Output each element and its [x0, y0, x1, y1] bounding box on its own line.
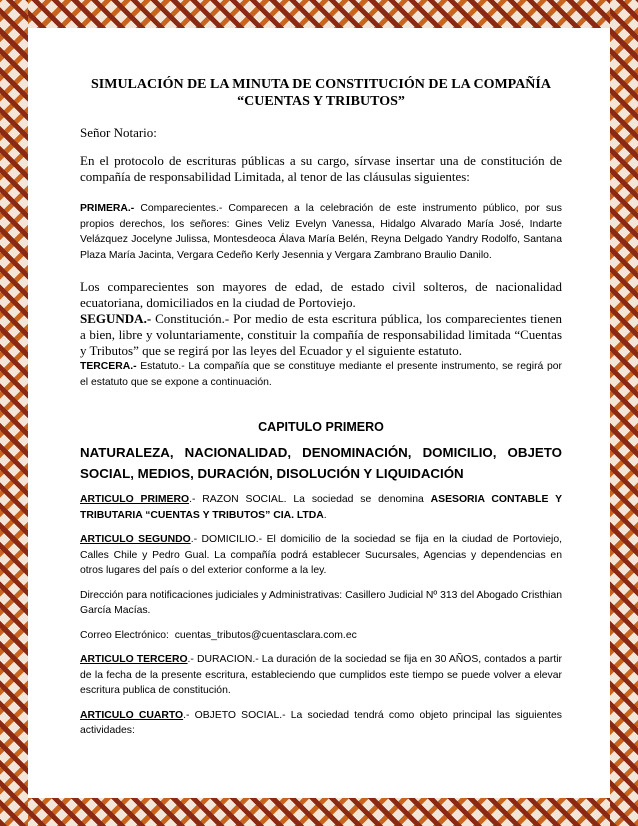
- direccion-notificaciones: Dirección para notificaciones judiciales y Administrativas: Casillero Judicial Nº 313 del Abogado Cristhian García Macías.: [80, 589, 563, 616]
- articulo-primero-label: ARTICULO PRIMERO: [80, 494, 190, 505]
- articulo-tercero-text: .- DURACION.- La duración de la sociedad se fija en 30 AÑOS, contados a partir de la fecha de la presente escritura, estableciendo que cumplidos este tiempo se puede volver a elevar escritura publica de constitución.: [80, 654, 562, 696]
- title-line-1: SIMULACIÓN DE LA MINUTA DE CONSTITUCIÓN DE LA COMPAÑÍA: [91, 77, 551, 92]
- clause-segunda: [80, 311, 562, 359]
- articulo-tercero-label: ARTICULO TERCERO: [80, 654, 188, 665]
- articulo-cuarto-label: ARTICULO CUARTO: [80, 709, 184, 721]
- correo-electronico: Correo Electrónico: cuentas_tributos@cuentasclara.com.ec: [80, 629, 357, 641]
- decorative-border-top: [0, 0, 638, 28]
- articulo-primero-text: .- RAZON SOCIAL. La sociedad se denomina: [189, 494, 431, 505]
- clause-tercera-text: Estatuto.- La compañía que se constituye mediante el presente instrumento, se regirá por el estatuto que se expone a continuación.: [80, 361, 562, 388]
- clause-primera-label: PRIMERA.-: [80, 203, 135, 214]
- articulo-segundo-text: .- DOMICILIO.- El domicilio de la sociedad se fija en la ciudad de Portoviejo, Calles Chile y Pedro Gual. La compañía podrá establecer Sucursales, Agencias y dependencias en otros lugares del país o del exterior conforme a la ley.: [80, 534, 562, 576]
- decorative-border-right: [610, 0, 638, 826]
- comparecientes-paragraph: Los comparecientes son mayores de edad, de estado civil solteros, de nacionalidad ecuatoriana, domiciliados en la ciudad de Portoviejo.: [80, 279, 562, 310]
- chapter-title: CAPITULO PRIMERO: [258, 420, 384, 434]
- articulo-tercero: [80, 652, 562, 699]
- clause-primera: [80, 201, 562, 263]
- clause-segunda-text: Constitución.- Por medio de esta escritura pública, los comparecientes tienen a bien, libre y voluntariamente, constituir la compañía de responsabilidad limitada “Cuentas y Tributos” que se regirá por las leyes del Ecuador y el siguiente estatuto.: [80, 311, 562, 358]
- articulo-segundo-label: ARTICULO SEGUNDO: [80, 534, 191, 545]
- articulo-primero-end: .: [323, 509, 327, 521]
- clause-tercera: [80, 359, 562, 390]
- company-name: ASESORIA CONTABLE Y TRIBUTARIA “CUENTAS Y TRIBUTOS” CIA. LTDA: [80, 494, 563, 521]
- articulo-cuarto-text: .- OBJETO SOCIAL.- La sociedad tendrá como objeto principal las siguientes actividades:: [80, 709, 563, 736]
- title-line-2: “CUENTAS Y TRIBUTOS”: [237, 94, 405, 109]
- greeting: Señor Notario:: [80, 125, 157, 140]
- intro-paragraph: En el protocolo de escrituras públicas a su cargo, sírvase insertar una de constitución de compañía de responsabilidad Limitada, al tenor de las cláusulas siguientes:: [80, 153, 562, 184]
- chapter-subtitle: NATURALEZA, NACIONALIDAD, DENOMINACIÓN, DOMICILIO, OBJETO SOCIAL, MEDIOS, DURACIÓN, DISOLUCIÓN Y LIQUIDACIÓN: [80, 445, 562, 481]
- articulo-cuarto: [80, 708, 562, 739]
- document-body: [80, 72, 562, 739]
- articulo-primero: [80, 492, 562, 523]
- decorative-border-bottom: [0, 798, 638, 826]
- decorative-border-left: [0, 0, 28, 826]
- clause-tercera-label: TERCERA.-: [80, 361, 137, 372]
- clause-segunda-label: SEGUNDA.-: [80, 311, 152, 326]
- articulo-segundo: [80, 532, 562, 579]
- clause-primera-text: Comparecientes.- Comparecen a la celebración de este instrumento público, por sus propios derechos, los señores: Gines Veliz Evelyn Vanessa, Hidalgo Alvarado María José, Indarte Velázquez Jocelyne Julissa, Montesdeoca Álava María Belén, Reyna Delgado Yandry Rodolfo, Santana Plaza María Jacinta, Vergara Cedeño Kerly Jesennia y Vergara Zambrano Braulio Danilo.: [80, 203, 562, 261]
- document-title: [80, 76, 562, 110]
